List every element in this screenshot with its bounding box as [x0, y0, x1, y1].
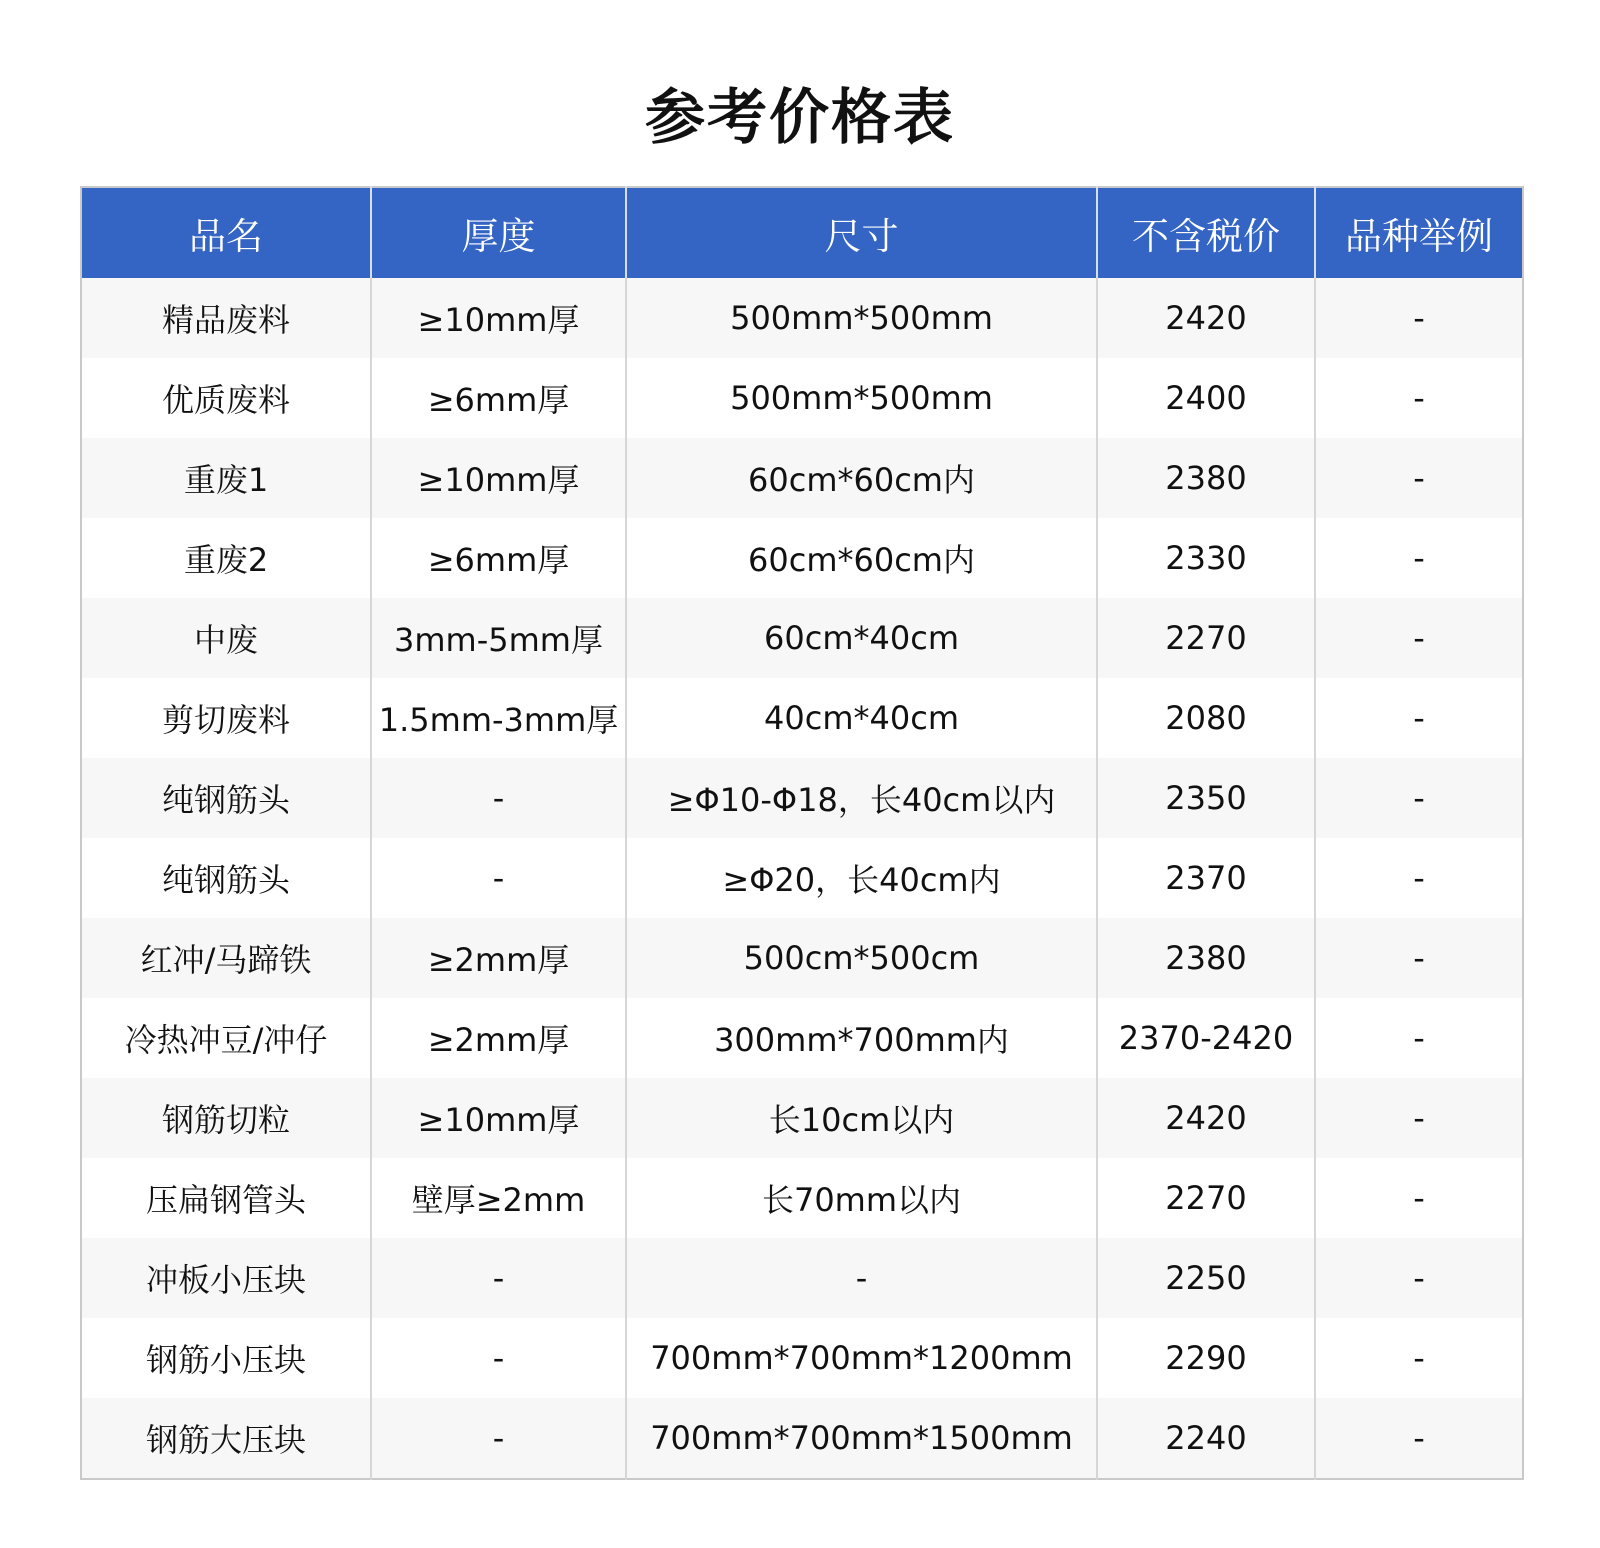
table-header-row — [81, 187, 1523, 278]
table-row — [81, 278, 1523, 358]
header-product-name: 品名 — [81, 187, 371, 278]
cell-price: 2380 — [1097, 918, 1315, 998]
header-thickness: 厚度 — [371, 187, 626, 278]
cell-price: 2350 — [1097, 758, 1315, 838]
cell-size: 700mm*700mm*1500mm — [626, 1398, 1097, 1479]
cell-size: ≥Φ10-Φ18，长40cm以内 — [626, 758, 1097, 838]
cell-price: 2270 — [1097, 598, 1315, 678]
cell-thickness: - — [371, 1238, 626, 1318]
table-row — [81, 758, 1523, 838]
cell-price: 2290 — [1097, 1318, 1315, 1398]
cell-product-name: 精品废料 — [81, 278, 371, 358]
cell-price: 2370 — [1097, 838, 1315, 918]
cell-product-name: 钢筋切粒 — [81, 1078, 371, 1158]
cell-product-name: 钢筋大压块 — [81, 1398, 371, 1479]
cell-example: - — [1315, 838, 1523, 918]
header-price-excl-tax: 不含税价 — [1097, 187, 1315, 278]
cell-size: 300mm*700mm内 — [626, 998, 1097, 1078]
cell-example: - — [1315, 518, 1523, 598]
cell-example: - — [1315, 1158, 1523, 1238]
cell-example: - — [1315, 1318, 1523, 1398]
cell-thickness: ≥6mm厚 — [371, 358, 626, 438]
table-row — [81, 598, 1523, 678]
cell-thickness: - — [371, 838, 626, 918]
page-title: 参考价格表 — [645, 83, 955, 153]
cell-thickness: - — [371, 1318, 626, 1398]
cell-size: 500mm*500mm — [626, 278, 1097, 358]
header-example: 品种举例 — [1315, 187, 1523, 278]
cell-example: - — [1315, 598, 1523, 678]
cell-example: - — [1315, 998, 1523, 1078]
cell-product-name: 重废1 — [81, 438, 371, 518]
cell-product-name: 冷热冲豆/冲仔 — [81, 998, 371, 1078]
cell-thickness: 1.5mm-3mm厚 — [371, 678, 626, 758]
cell-product-name: 红冲/马蹄铁 — [81, 918, 371, 998]
cell-example: - — [1315, 358, 1523, 438]
cell-thickness: ≥2mm厚 — [371, 998, 626, 1078]
header-size: 尺寸 — [626, 187, 1097, 278]
cell-price: 2400 — [1097, 358, 1315, 438]
cell-price: 2080 — [1097, 678, 1315, 758]
cell-size: 500mm*500mm — [626, 358, 1097, 438]
cell-size: 700mm*700mm*1200mm — [626, 1318, 1097, 1398]
table-row — [81, 838, 1523, 918]
cell-price: 2270 — [1097, 1158, 1315, 1238]
table-row — [81, 918, 1523, 998]
cell-thickness: ≥6mm厚 — [371, 518, 626, 598]
table-row — [81, 1078, 1523, 1158]
table-row — [81, 1238, 1523, 1318]
cell-product-name: 冲板小压块 — [81, 1238, 371, 1318]
table-row — [81, 518, 1523, 598]
cell-price: 2240 — [1097, 1398, 1315, 1479]
cell-product-name: 纯钢筋头 — [81, 758, 371, 838]
table-row — [81, 358, 1523, 438]
cell-thickness: ≥2mm厚 — [371, 918, 626, 998]
cell-size: - — [626, 1238, 1097, 1318]
cell-size: 40cm*40cm — [626, 678, 1097, 758]
cell-price: 2250 — [1097, 1238, 1315, 1318]
cell-size: 60cm*40cm — [626, 598, 1097, 678]
table-row — [81, 1318, 1523, 1398]
cell-product-name: 重废2 — [81, 518, 371, 598]
cell-product-name: 纯钢筋头 — [81, 838, 371, 918]
cell-product-name: 中废 — [81, 598, 371, 678]
table-row — [81, 678, 1523, 758]
cell-price: 2420 — [1097, 278, 1315, 358]
cell-product-name: 剪切废料 — [81, 678, 371, 758]
table-row — [81, 438, 1523, 518]
cell-example: - — [1315, 1078, 1523, 1158]
cell-thickness: 壁厚≥2mm — [371, 1158, 626, 1238]
cell-example: - — [1315, 758, 1523, 838]
cell-price: 2420 — [1097, 1078, 1315, 1158]
cell-thickness: 3mm-5mm厚 — [371, 598, 626, 678]
cell-thickness: - — [371, 758, 626, 838]
table-row — [81, 998, 1523, 1078]
cell-thickness: ≥10mm厚 — [371, 1078, 626, 1158]
cell-thickness: ≥10mm厚 — [371, 438, 626, 518]
cell-price: 2330 — [1097, 518, 1315, 598]
cell-example: - — [1315, 1238, 1523, 1318]
cell-size: 长10cm以内 — [626, 1078, 1097, 1158]
price-table — [80, 186, 1524, 1480]
cell-example: - — [1315, 278, 1523, 358]
cell-example: - — [1315, 678, 1523, 758]
table-row — [81, 1158, 1523, 1238]
cell-product-name: 压扁钢管头 — [81, 1158, 371, 1238]
cell-size: 60cm*60cm内 — [626, 518, 1097, 598]
cell-size: 60cm*60cm内 — [626, 438, 1097, 518]
cell-product-name: 优质废料 — [81, 358, 371, 438]
cell-price: 2380 — [1097, 438, 1315, 518]
cell-example: - — [1315, 1398, 1523, 1479]
cell-example: - — [1315, 918, 1523, 998]
cell-example: - — [1315, 438, 1523, 518]
cell-size: 长70mm以内 — [626, 1158, 1097, 1238]
cell-size: 500cm*500cm — [626, 918, 1097, 998]
cell-thickness: - — [371, 1398, 626, 1479]
table-row — [81, 1398, 1523, 1479]
cell-thickness: ≥10mm厚 — [371, 278, 626, 358]
cell-size: ≥Φ20，长40cm内 — [626, 838, 1097, 918]
cell-product-name: 钢筋小压块 — [81, 1318, 371, 1398]
cell-price: 2370-2420 — [1097, 998, 1315, 1078]
